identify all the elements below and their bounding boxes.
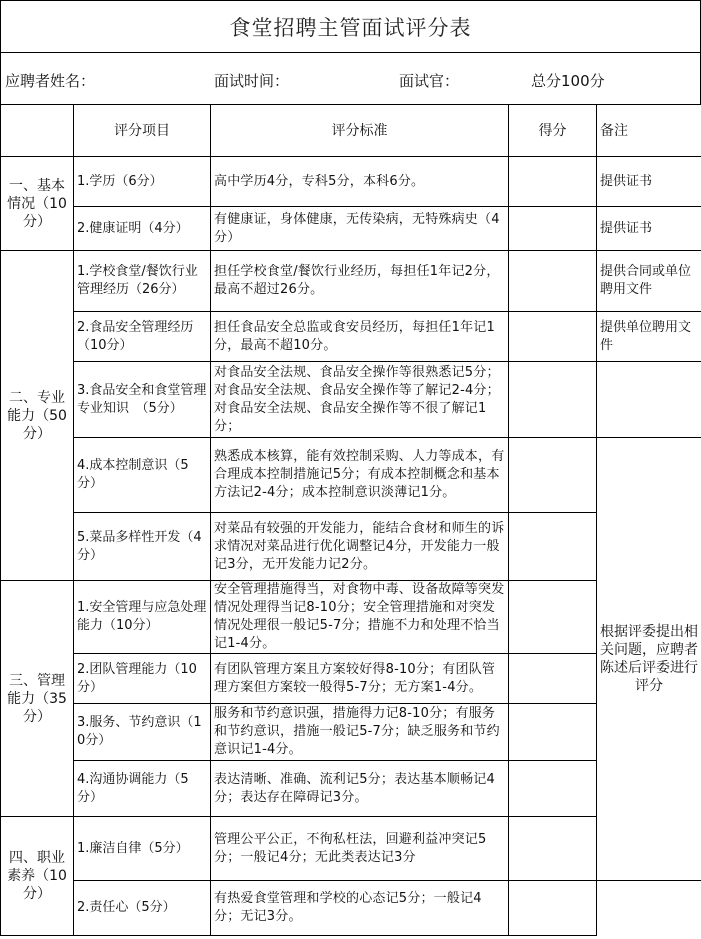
category-professional: 二、专业能力（50分） [1,251,74,581]
item-cell: 1.安全管理与应急处理能力（10分） [74,581,211,654]
standard-cell: 有团队管理方案且方案较好得8-10分；有团队管理方案但方案较一般得5-7分；无方案1-4分。 [211,654,509,704]
table-row [1,438,701,513]
header-score: 得分 [509,105,597,157]
score-cell[interactable] [509,513,597,581]
standard-cell: 服务和节约意识强，措施得力记8-10分；有服务和节约意识，措施一般记5-7分；缺乏服务和节约意识记1-4分。 [211,704,509,761]
standard-cell: 担任学校食堂/餐饮行业经历，每担任1年记2分，最高不超过26分。 [211,251,509,312]
score-cell[interactable] [509,251,597,312]
score-cell[interactable] [509,761,597,817]
score-cell[interactable] [509,207,597,251]
score-cell[interactable] [509,654,597,704]
merged-note-cell: 根据评委提出相关问题，应聘者陈述后评委进行评分 [597,438,701,881]
note-cell: 提供合同或单位聘用文件 [597,251,701,312]
table-row [1,362,701,438]
header-item: 评分项目 [74,105,211,157]
item-cell: 2.团队管理能力（10分） [74,654,211,704]
score-cell[interactable] [509,881,597,936]
standard-cell: 熟悉成本核算，能有效控制采购、人力等成本，有合理成本控制措施记5分；有成本控制概念和基本方法记2-4分；成本控制意识淡薄记1分。 [211,438,509,513]
table-row [1,207,701,251]
item-cell: 1.学校食堂/餐饮行业管理经历（26分） [74,251,211,312]
standard-cell: 管理公平公正，不徇私枉法，回避利益冲突记5分；一般记4分；无此类表达记3分 [211,817,509,881]
table-row [1,817,701,881]
category-management: 三、管理能力（35分） [1,581,74,817]
interviewer-label: 面试官： [399,72,460,90]
table-row [1,157,701,207]
item-cell: 3.食品安全和食堂管理专业知识 （5分） [74,362,211,438]
standard-cell: 高中学历4分，专科5分，本科6分。 [211,157,509,207]
score-cell[interactable] [509,581,597,654]
category-professionalism: 四、职业素养（10分） [1,817,74,936]
category-basic: 一、基本情况（10分） [1,157,74,251]
item-cell: 5.菜品多样性开发（4分） [74,513,211,581]
table-row [1,704,701,761]
item-cell: 4.成本控制意识（5分） [74,438,211,513]
standard-cell: 对食品安全法规、食品安全操作等很熟悉记5分；对食品安全法规、食品安全操作等了解记2-4分；对食品安全法规、食品安全操作等不很了解记1分； [211,362,509,438]
score-table [0,104,701,936]
header-blank-cell [1,105,74,157]
page-title: 食堂招聘主管面试评分表 [0,0,701,53]
standard-cell: 有健康证，身体健康，无传染病，无特殊病史（4分） [211,207,509,251]
score-cell[interactable] [509,362,597,438]
item-cell: 1.学历（6分） [74,157,211,207]
standard-cell: 担任食品安全总监或食安员经历，每担任1年记1分，最高不超10分。 [211,312,509,362]
note-cell [597,362,701,438]
item-cell: 2.责任心（5分） [74,881,211,936]
table-row [1,881,701,936]
table-row [1,513,701,581]
header-note: 备注 [597,105,701,157]
table-row [1,761,701,817]
item-cell: 3.服务、节约意识（10分） [74,704,211,761]
standard-cell: 表达清晰、准确、流利记5分；表达基本顺畅记4分；表达存在障碍记3分。 [211,761,509,817]
note-cell: 提供单位聘用文件 [597,312,701,362]
standard-cell: 安全管理措施得当，对食物中毒、设备故障等突发情况处理得当记8-10分；安全管理措施和对突发情况处理很一般记5-7分；措施不力和处理不恰当记1-4分。 [211,581,509,654]
table-row [1,654,701,704]
info-row [0,52,701,105]
interview-time-label: 面试时间： [214,72,290,90]
score-cell[interactable] [509,438,597,513]
applicant-name-label: 应聘者姓名： [5,72,96,90]
item-cell: 2.健康证明（4分） [74,207,211,251]
score-cell[interactable] [509,704,597,761]
score-cell[interactable] [509,817,597,881]
standard-cell: 有热爱食堂管理和学校的心态记5分；一般记4分；无记3分。 [211,881,509,936]
score-cell[interactable] [509,157,597,207]
score-cell[interactable] [509,312,597,362]
header-standard: 评分标准 [211,105,509,157]
standard-cell: 对菜品有较强的开发能力，能结合食材和师生的诉求情况对菜品进行优化调整记4分，开发能力一般记3分，无开发能力记2分。 [211,513,509,581]
item-cell: 4.沟通协调能力（5分） [74,761,211,817]
item-cell: 2.食品安全管理经历（10分） [74,312,211,362]
item-cell: 1.廉洁自律（5分） [74,817,211,881]
table-row [1,312,701,362]
note-cell: 提供证书 [597,207,701,251]
table-row [1,581,701,654]
header-row [1,105,701,157]
note-cell: 提供证书 [597,157,701,207]
table-row [1,251,701,312]
total-score-label: 总分100分 [531,72,605,90]
